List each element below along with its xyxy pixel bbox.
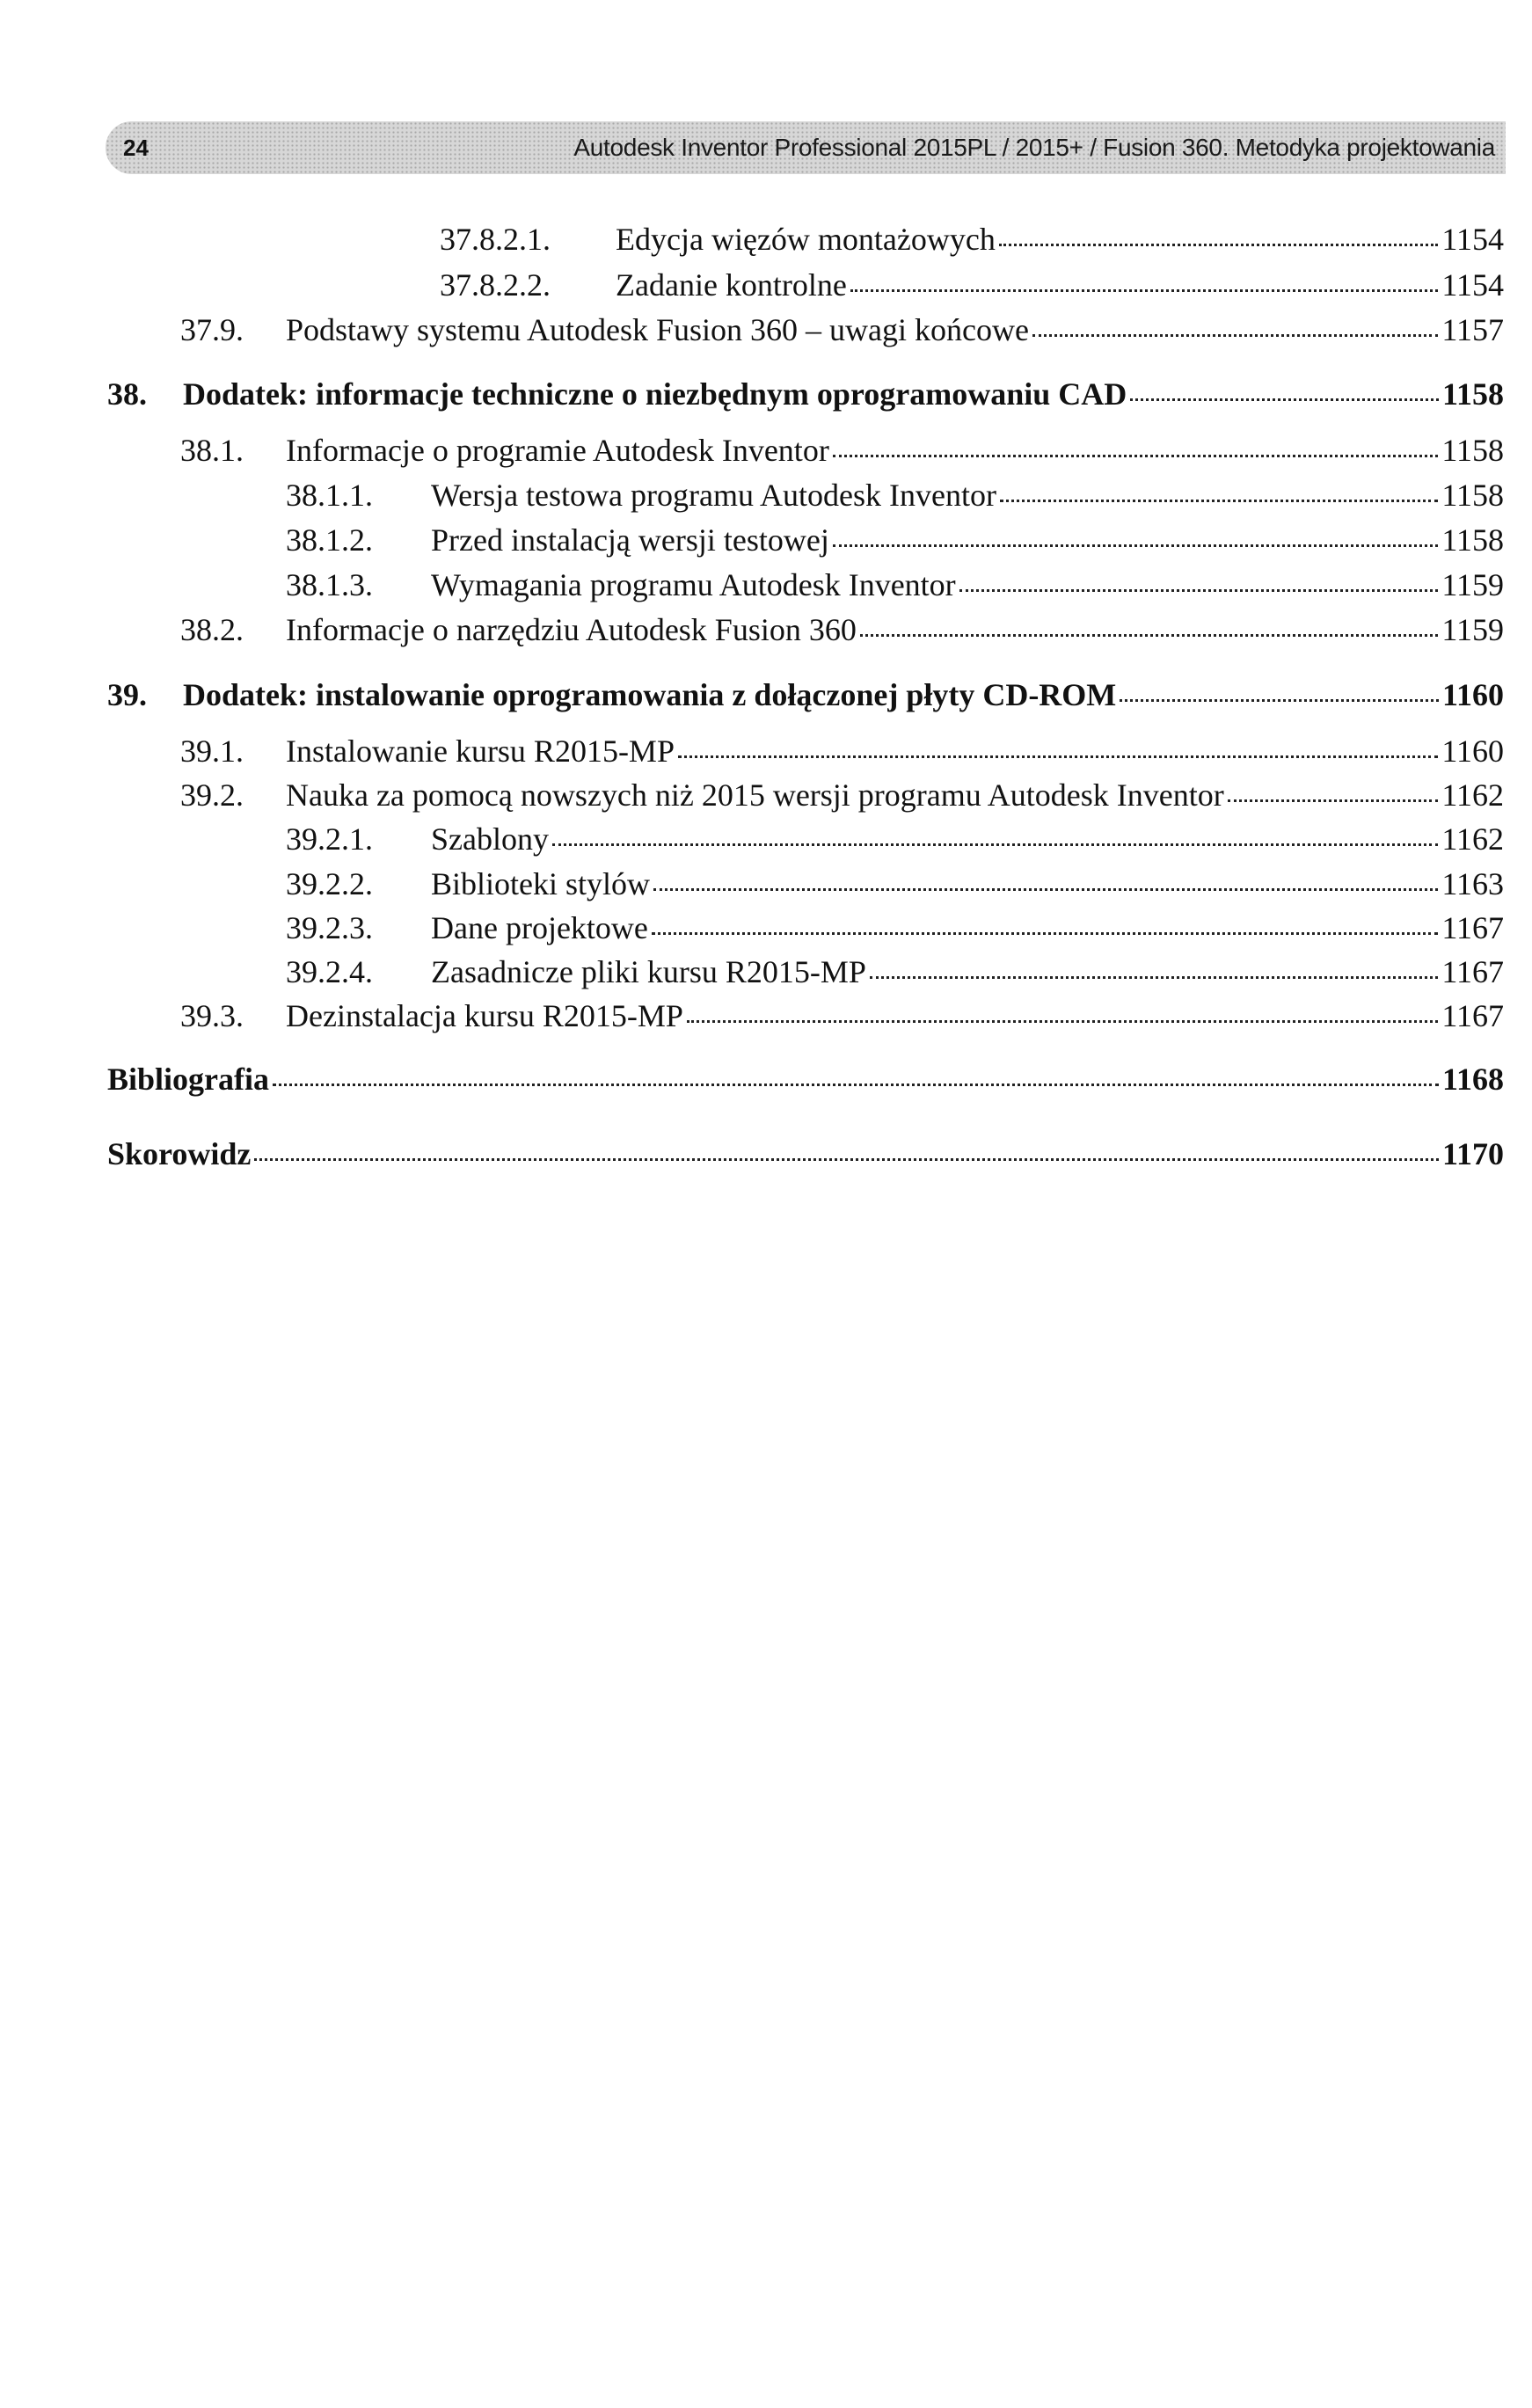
dot-leader bbox=[850, 289, 1438, 292]
toc-entry-39-2-4[interactable] bbox=[286, 952, 1504, 991]
toc-entry-title: Informacje o programie Autodesk Inventor bbox=[286, 433, 829, 468]
toc-entry-38-1-3[interactable] bbox=[286, 566, 1504, 604]
toc-entry-38-1-2[interactable] bbox=[286, 521, 1504, 559]
toc-entry-title: Wymagania programu Autodesk Inventor bbox=[431, 567, 956, 602]
toc-entry-38[interactable] bbox=[107, 375, 1504, 413]
toc-entry-38-1-1[interactable] bbox=[286, 476, 1504, 514]
page-number: 24 bbox=[123, 135, 149, 161]
toc-entry-page: 1170 bbox=[1441, 1136, 1504, 1171]
toc-entry-page: 1158 bbox=[1441, 433, 1504, 468]
dot-leader bbox=[1000, 500, 1438, 502]
toc-entry-page: 1162 bbox=[1441, 777, 1504, 813]
toc-entry-title: Dezinstalacja kursu R2015-MP bbox=[286, 998, 683, 1033]
toc-entry-number: 39.1. bbox=[180, 733, 244, 769]
dot-leader bbox=[1130, 398, 1439, 401]
toc-entry-number: 37.9. bbox=[180, 312, 244, 347]
dot-leader bbox=[870, 976, 1438, 979]
toc-entry-title: Informacje o narzędziu Autodesk Fusion 360 bbox=[286, 612, 857, 647]
dot-leader bbox=[1120, 699, 1439, 702]
toc-entry-title: Dodatek: instalowanie oprogramowania z dołączonej płyty CD-ROM bbox=[183, 677, 1117, 712]
dot-leader bbox=[833, 544, 1438, 547]
dot-leader bbox=[653, 888, 1438, 891]
toc-entry-page: 1159 bbox=[1441, 612, 1504, 647]
toc-entry-number: 39.2.2. bbox=[286, 866, 373, 901]
toc-entry-page: 1162 bbox=[1441, 821, 1504, 857]
toc-entry-page: 1159 bbox=[1441, 567, 1504, 602]
toc-entry-title: Dane projektowe bbox=[431, 910, 648, 945]
dot-leader bbox=[678, 755, 1438, 758]
toc-entry-number: 38.1.2. bbox=[286, 522, 373, 558]
toc-entry-number: 39.2.3. bbox=[286, 910, 373, 945]
toc-entry-number: 37.8.2.2. bbox=[440, 267, 551, 303]
toc-entry-title: Dodatek: informacje techniczne o niezbędnym oprogramowaniu CAD bbox=[183, 376, 1127, 412]
toc-entry-number: 39.3. bbox=[180, 998, 244, 1033]
toc-entry-39-1[interactable] bbox=[180, 732, 1504, 770]
dot-leader bbox=[652, 932, 1438, 935]
toc-entry-page: 1158 bbox=[1441, 522, 1504, 558]
toc-entry-number: 38.1.3. bbox=[286, 567, 373, 602]
toc-entry-39-2[interactable] bbox=[180, 776, 1504, 814]
toc-entry-39-2-3[interactable] bbox=[286, 908, 1504, 947]
dot-leader bbox=[959, 589, 1439, 592]
toc-entry-page: 1160 bbox=[1441, 677, 1504, 712]
toc-entry-page: 1167 bbox=[1441, 954, 1504, 989]
toc-entry-number: 39.2.1. bbox=[286, 821, 373, 857]
toc-entry-page: 1157 bbox=[1441, 312, 1504, 347]
dot-leader bbox=[860, 634, 1438, 637]
toc-entry-title: Zadanie kontrolne bbox=[616, 267, 847, 303]
toc-entry-title: Instalowanie kursu R2015-MP bbox=[286, 733, 675, 769]
dot-leader bbox=[999, 244, 1438, 246]
toc-entry-38-2[interactable] bbox=[180, 610, 1504, 649]
toc-entry-39-2-1[interactable] bbox=[286, 820, 1504, 858]
toc-entry-39-3[interactable] bbox=[180, 996, 1504, 1035]
toc-entry-37-8-2-1[interactable] bbox=[440, 220, 1504, 259]
dot-leader bbox=[1228, 799, 1439, 802]
toc-entry-number: 38.2. bbox=[180, 612, 244, 647]
dot-leader bbox=[833, 455, 1439, 457]
toc-entry-number: 39.2. bbox=[180, 777, 244, 813]
toc-entry-number: 38. bbox=[107, 376, 147, 412]
dot-leader bbox=[273, 1084, 1439, 1086]
toc-entry-page: 1167 bbox=[1441, 910, 1504, 945]
dot-leader bbox=[687, 1020, 1438, 1023]
toc-entry-page: 1158 bbox=[1441, 376, 1504, 412]
toc-entry-page: 1160 bbox=[1441, 733, 1504, 769]
toc-entry-39[interactable] bbox=[107, 675, 1504, 714]
running-header-title: Autodesk Inventor Professional 2015PL / 2015+ / Fusion 360. Metodyka projektowania bbox=[573, 134, 1495, 161]
toc-entry-title: Szablony bbox=[431, 821, 549, 857]
toc-entry-number: 39. bbox=[107, 677, 147, 712]
toc-entry-38-1[interactable] bbox=[180, 431, 1504, 470]
toc-entry-page: 1167 bbox=[1441, 998, 1504, 1033]
toc-entry-page: 1163 bbox=[1441, 866, 1504, 901]
toc-entry-title: Przed instalacją wersji testowej bbox=[431, 522, 829, 558]
toc-entry-page: 1154 bbox=[1441, 222, 1504, 257]
toc-entry-page: 1154 bbox=[1441, 267, 1504, 303]
toc-entry-37-9[interactable] bbox=[180, 310, 1504, 349]
toc-entry-title: Biblioteki stylów bbox=[431, 866, 651, 901]
toc-entry-39-2-2[interactable] bbox=[286, 865, 1504, 903]
toc-entry-page: 1168 bbox=[1441, 1062, 1504, 1097]
toc-entry-title: Skorowidz bbox=[107, 1136, 252, 1171]
toc-entry-37-8-2-2[interactable] bbox=[440, 266, 1504, 304]
toc-entry-title: Zasadnicze pliki kursu R2015-MP bbox=[431, 954, 866, 989]
dot-leader bbox=[552, 843, 1438, 846]
toc-entry-skorowidz[interactable] bbox=[107, 1135, 1504, 1173]
toc-entry-title: Wersja testowa programu Autodesk Inventor bbox=[431, 478, 996, 513]
toc-entry-title: Podstawy systemu Autodesk Fusion 360 – uwagi końcowe bbox=[286, 312, 1029, 347]
toc-entry-page: 1158 bbox=[1441, 478, 1504, 513]
toc-entry-number: 39.2.4. bbox=[286, 954, 373, 989]
toc-entry-number: 38.1. bbox=[180, 433, 244, 468]
toc-entry-bibliografia[interactable] bbox=[107, 1060, 1504, 1098]
toc-entry-number: 38.1.1. bbox=[286, 478, 373, 513]
toc-entry-title: Edycja więzów montażowych bbox=[616, 222, 996, 257]
toc-entry-number: 37.8.2.1. bbox=[440, 222, 551, 257]
dot-leader bbox=[1032, 334, 1438, 337]
toc-entry-title: Nauka za pomocą nowszych niż 2015 wersji programu Autodesk Inventor bbox=[286, 777, 1224, 813]
dot-leader bbox=[254, 1158, 1439, 1161]
toc-entry-title: Bibliografia bbox=[107, 1062, 270, 1097]
